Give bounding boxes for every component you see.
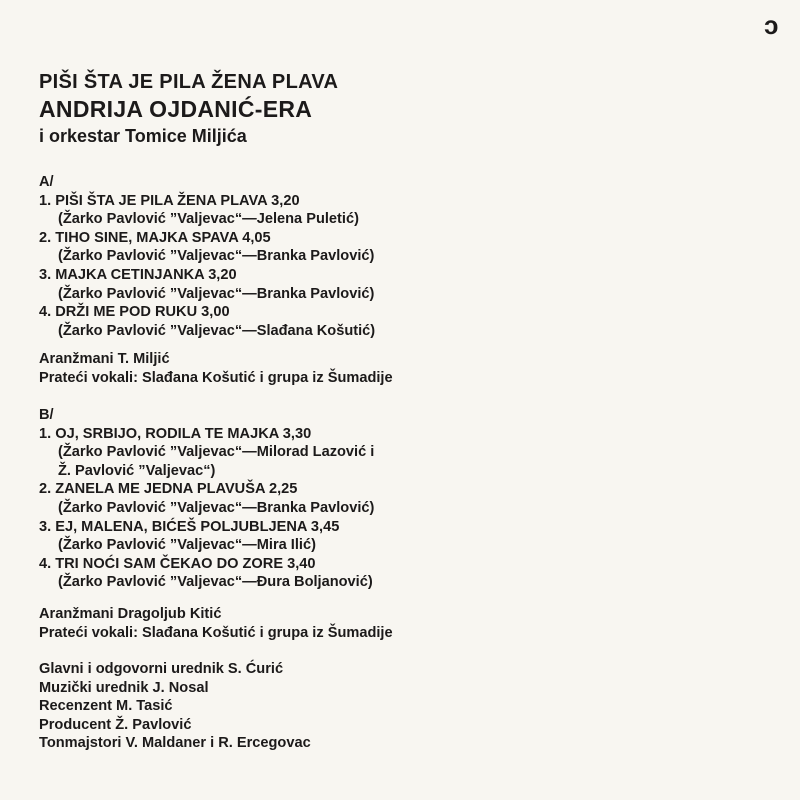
vocals-credit: Prateći vokali: Slađana Košutić i grupa iz Šumadije [39, 624, 393, 641]
track-title: 3. MAJKA CETINJANKA 3,20 [39, 266, 237, 283]
credit-line: Producent Ž. Pavlović [39, 716, 192, 733]
corner-mark: ɔ [764, 10, 779, 40]
track-title: 4. DRŽI ME POD RUKU 3,00 [39, 304, 230, 321]
credit-line: Muzički urednik J. Nosal [39, 679, 209, 696]
track-title: 2. TIHO SINE, MAJKA SPAVA 4,05 [39, 229, 271, 246]
track-credit: (Žarko Pavlović ”Valjevac“—Branka Pavlović) [58, 248, 375, 265]
credit-line: Glavni i odgovorni urednik S. Ćurić [39, 661, 284, 677]
track-credit: (Žarko Pavlović ”Valjevac“—Branka Pavlović) [58, 285, 375, 302]
track-credit: (Žarko Pavlović ”Valjevac“—Branka Pavlović) [58, 499, 375, 516]
track-title: 2. ZANELA ME JEDNA PLAVUŠA 2,25 [39, 481, 298, 498]
production-credits [39, 660, 311, 753]
track-credit: (Žarko Pavlović ”Valjevac“—Mira Ilić) [58, 537, 316, 554]
arrangement-credit: Aranžmani T. Miljić [39, 351, 170, 367]
track-credit: (Žarko Pavlović ”Valjevac“—Đura Boljanović) [58, 574, 373, 591]
track-title: 1. OJ, SRBIJO, RODILA TE MAJKA 3,30 [39, 425, 312, 442]
album-title: PIŠI ŠTA JE PILA ŽENA PLAVA [39, 71, 339, 93]
track-credit: (Žarko Pavlović ”Valjevac“—Slađana Košutić) [58, 322, 376, 339]
side-b-notes [39, 605, 393, 642]
track-credit: (Žarko Pavlović ”Valjevac“—Milorad Lazović i [58, 444, 375, 461]
track-credit: (Žarko Pavlović ”Valjevac“—Jelena Puletić) [58, 211, 359, 228]
track-title: 3. EJ, MALENA, BIĆEŠ POLJUBLJENA 3,45 [39, 518, 340, 535]
side-b-label: B/ [39, 407, 54, 423]
track-title: 1. PIŠI ŠTA JE PILA ŽENA PLAVA 3,20 [39, 192, 300, 209]
side-a-section [39, 173, 375, 340]
track-credit: Ž. Pavlović ”Valjevac“) [58, 462, 216, 479]
arrangement-credit: Aranžmani Dragoljub Kitić [39, 606, 222, 622]
orchestra-line: i orkestar Tomice Miljića [39, 126, 247, 146]
side-b-section [39, 406, 374, 592]
side-a-notes [39, 350, 393, 387]
artist-name: ANDRIJA OJDANIĆ-ERA [39, 96, 313, 122]
credit-line: Tonmajstori V. Maldaner i R. Ercegovac [39, 735, 311, 752]
credit-line: Recenzent M. Tasić [39, 698, 173, 715]
vocals-credit: Prateći vokali: Slađana Košutić i grupa iz Šumadije [39, 369, 393, 386]
track-title: 4. TRI NOĆI SAM ČEKAO DO ZORE 3,40 [39, 555, 316, 572]
side-a-label: A/ [39, 174, 54, 190]
